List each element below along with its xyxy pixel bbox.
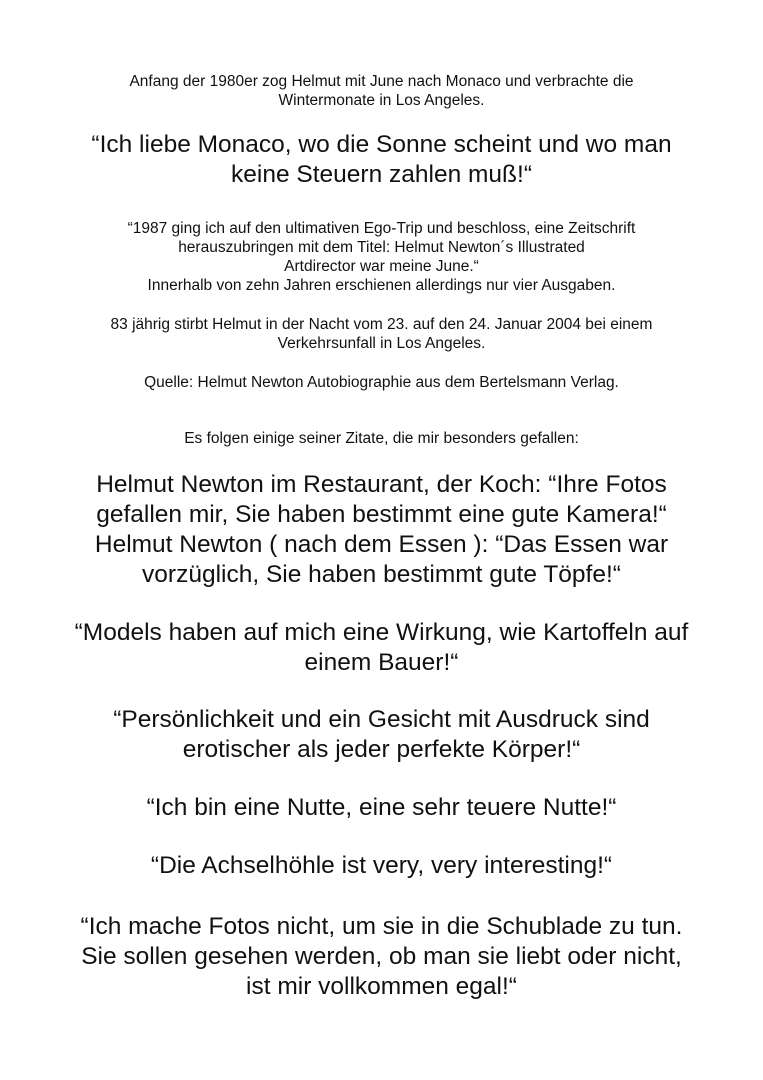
intro-line: Wintermonate in Los Angeles. — [278, 92, 485, 109]
death-paragraph — [0, 315, 763, 353]
source-line — [0, 373, 763, 392]
quote-line: Sie sollen gesehen werden, ob man sie liebt oder nicht, — [81, 943, 682, 970]
source-text: Quelle: Helmut Newton Autobiographie aus dem Bertelsmann Verlag. — [144, 374, 619, 391]
quote-line: gefallen mir, Sie haben bestimmt eine gute Kamera!“ — [96, 501, 667, 528]
quote-fotos — [0, 912, 763, 1002]
magazine-line: “1987 ging ich auf den ultimativen Ego-Trip und beschloss, eine Zeitschrift — [127, 220, 636, 237]
magazine-line: Innerhalb von zehn Jahren erschienen allerdings nur vier Ausgaben. — [147, 277, 616, 294]
quote-line: Helmut Newton im Restaurant, der Koch: “Ihre Fotos — [96, 471, 667, 498]
quotes-intro — [0, 429, 763, 448]
death-line: 83 jährig stirbt Helmut in der Nacht vom 23. auf den 24. Januar 2004 bei einem — [110, 316, 653, 333]
quote-personality — [0, 705, 763, 765]
intro-paragraph — [0, 72, 763, 110]
quote-achselhoehle — [0, 851, 763, 881]
death-line: Verkehrsunfall in Los Angeles. — [277, 335, 486, 352]
quote-models — [0, 618, 763, 678]
quotes-intro-text: Es folgen einige seiner Zitate, die mir besonders gefallen: — [184, 430, 579, 447]
quote-line: einem Bauer!“ — [304, 649, 459, 676]
quote-nutte — [0, 793, 763, 823]
monaco-quote — [0, 130, 763, 190]
quote-line: Helmut Newton ( nach dem Essen ): “Das Essen war — [94, 531, 669, 558]
quote-line: “Persönlichkeit und ein Gesicht mit Ausdruck sind — [113, 706, 650, 733]
quote-restaurant — [0, 470, 763, 590]
magazine-paragraph — [0, 219, 763, 295]
quote-line: vorzüglich, Sie haben bestimmt gute Töpfe!“ — [142, 561, 621, 588]
magazine-line: herauszubringen mit dem Titel: Helmut Newton´s Illustrated — [178, 239, 585, 256]
quote-line: “Models haben auf mich eine Wirkung, wie Kartoffeln auf — [74, 619, 689, 646]
quote-line: “Ich bin eine Nutte, eine sehr teuere Nutte!“ — [146, 794, 617, 821]
magazine-line: Artdirector war meine June.“ — [284, 258, 479, 275]
quote-line: “Die Achselhöhle ist very, very interesting!“ — [150, 852, 613, 879]
intro-line: Anfang der 1980er zog Helmut mit June nach Monaco und verbrachte die — [129, 73, 634, 90]
quote-line: ist mir vollkommen egal!“ — [246, 973, 517, 1000]
monaco-quote-line: “Ich liebe Monaco, wo die Sonne scheint und wo man — [91, 131, 672, 158]
monaco-quote-line: keine Steuern zahlen muß!“ — [231, 161, 532, 188]
quote-line: erotischer als jeder perfekte Körper!“ — [182, 736, 581, 763]
quote-line: “Ich mache Fotos nicht, um sie in die Schublade zu tun. — [80, 913, 683, 940]
